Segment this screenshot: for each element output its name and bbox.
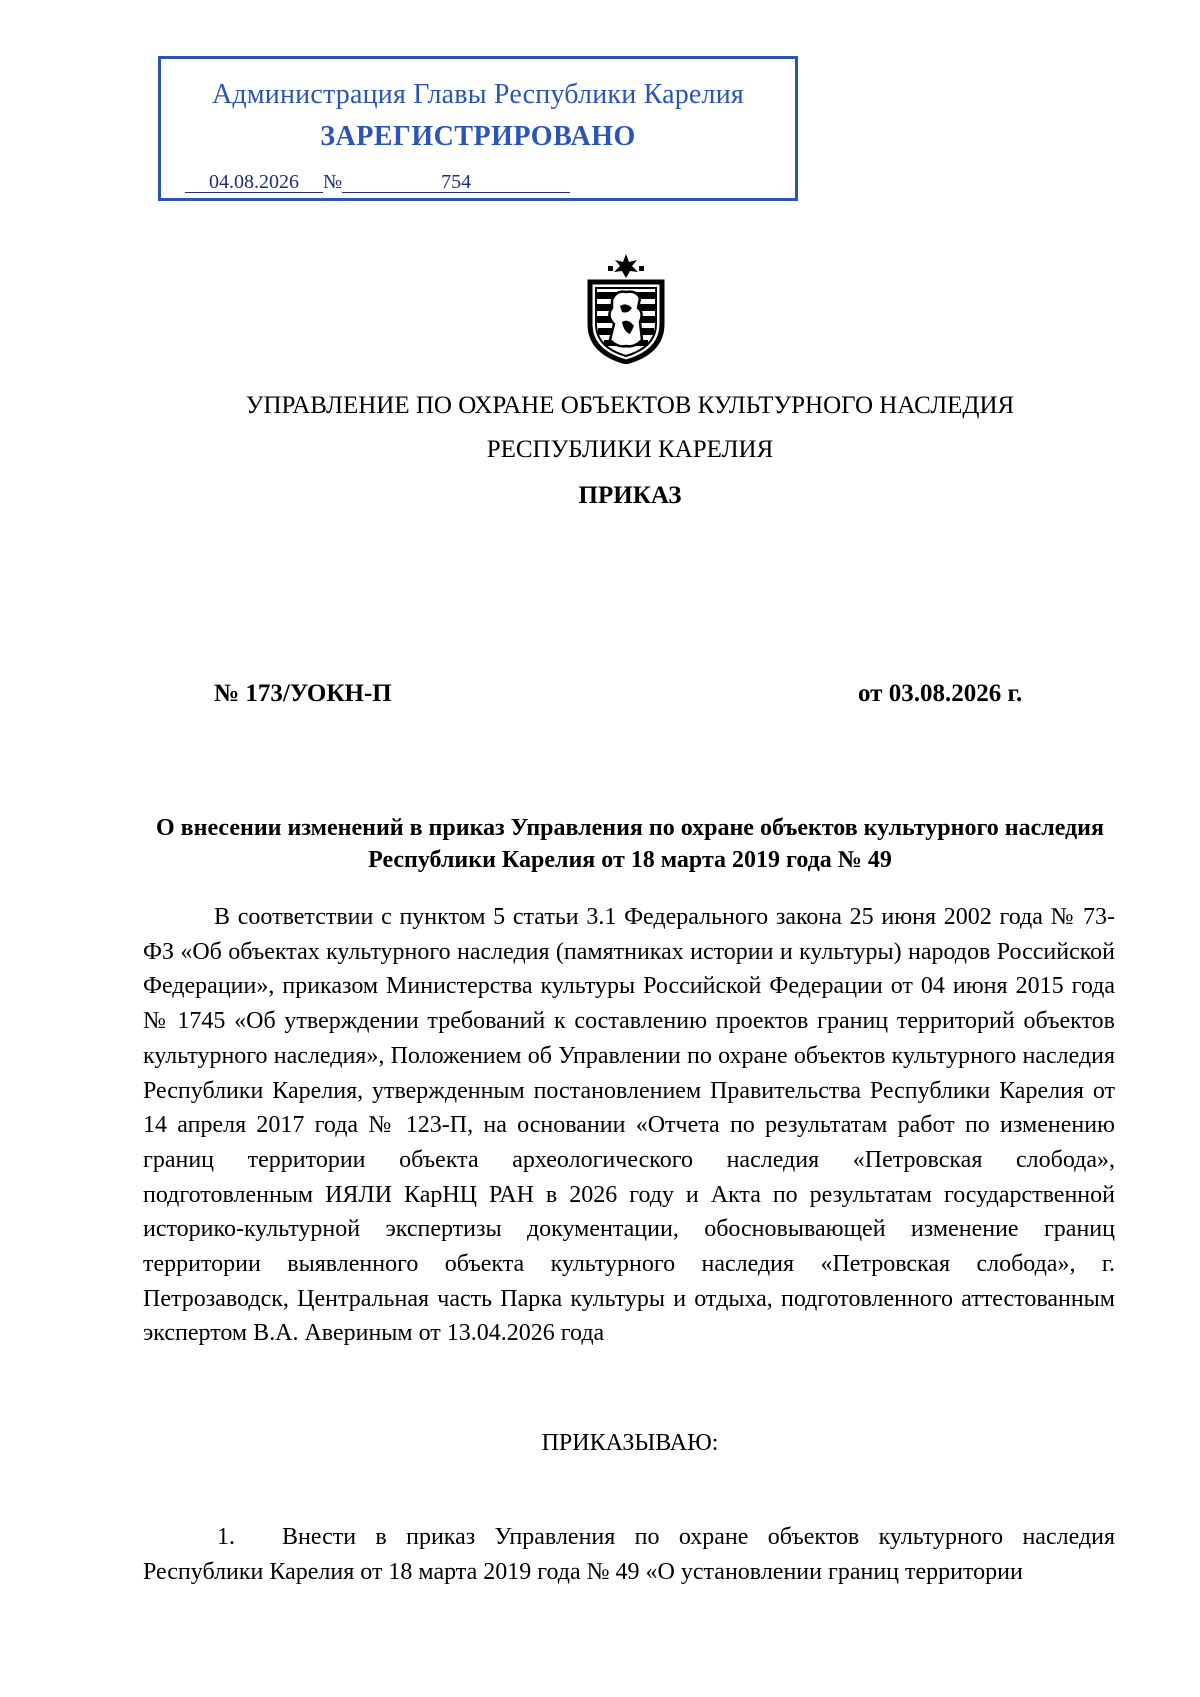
stamp-number-sign: № [323,171,343,193]
org-header-line2: РЕСПУБЛИКИ КАРЕЛИЯ [486,436,774,463]
karelia-coat-of-arms-icon [582,252,670,364]
document-title: О внесении изменений в приказ Управления по охране объектов культурного наследия Республики Карелия от 18 марта 2019 года № 49 [156,815,1104,873]
org-header-line1: УПРАВЛЕНИЕ ПО ОХРАНЕ ОБЪЕКТОВ КУЛЬТУРНОГО НАСЛЕДИЯ [245,392,1015,419]
order-word: ПРИКАЗЫВАЮ: [541,1430,719,1456]
registration-stamp [158,56,798,201]
stamp-org: Администрация Главы Республики Карелия [212,79,744,110]
order-item [143,1520,1115,1589]
document-number: № 173/УОКН-П [214,680,392,707]
preamble-paragraph: В соответствии с пунктом 5 статьи 3.1 Федерального закона 25 июня 2002 года № 73-ФЗ «Об объектах культурного наследия (памятниках истории и культуры) народов Российской Федерации», приказом Министерства культуры Российской Федерации от 04 июня 2015 года № 1745 «Об утверждении требований к составлению проектов границ территорий объектов культурного наследия», Положением об Управлении по охране объектов культурного наследия Республики Карелия, утвержденным постановлением Правительства Республики Карелия от 14 апреля 2017 года № 123-П, на основании «Отчета по результатам работ по изменению границ территории объекта археологического наследия «Петровская слобода», подготовленным ИЯЛИ КарНЦ РАН в 2026 году и Акта по результатам государственной историко-культурной экспертизы документации, обосновывающей изменение границ территории выявленного объекта культурного наследия «Петровская слобода», г. Петрозаводск, Центральная часть Парка культуры и отдыха, подготовленного аттестованным экспертом В.А. Авериным от 13.04.2026 года [143,904,1115,1347]
order-item-text: Внести в приказ Управления по охране объектов культурного наследия Республики Карелия от 18 марта 2019 года № 49 «О установлении границ территории [143,1524,1115,1585]
stamp-date: 04.08.2026 [185,172,323,193]
stamp-number: 754 [342,172,570,193]
document-date: от 03.08.2026 г. [858,680,1023,707]
stamp-status: ЗАРЕГИСТРИРОВАНО [320,121,636,152]
stamp-registration-line [185,171,570,194]
order-item-number: 1. [217,1524,235,1550]
doc-type-heading: ПРИКАЗ [578,482,682,509]
